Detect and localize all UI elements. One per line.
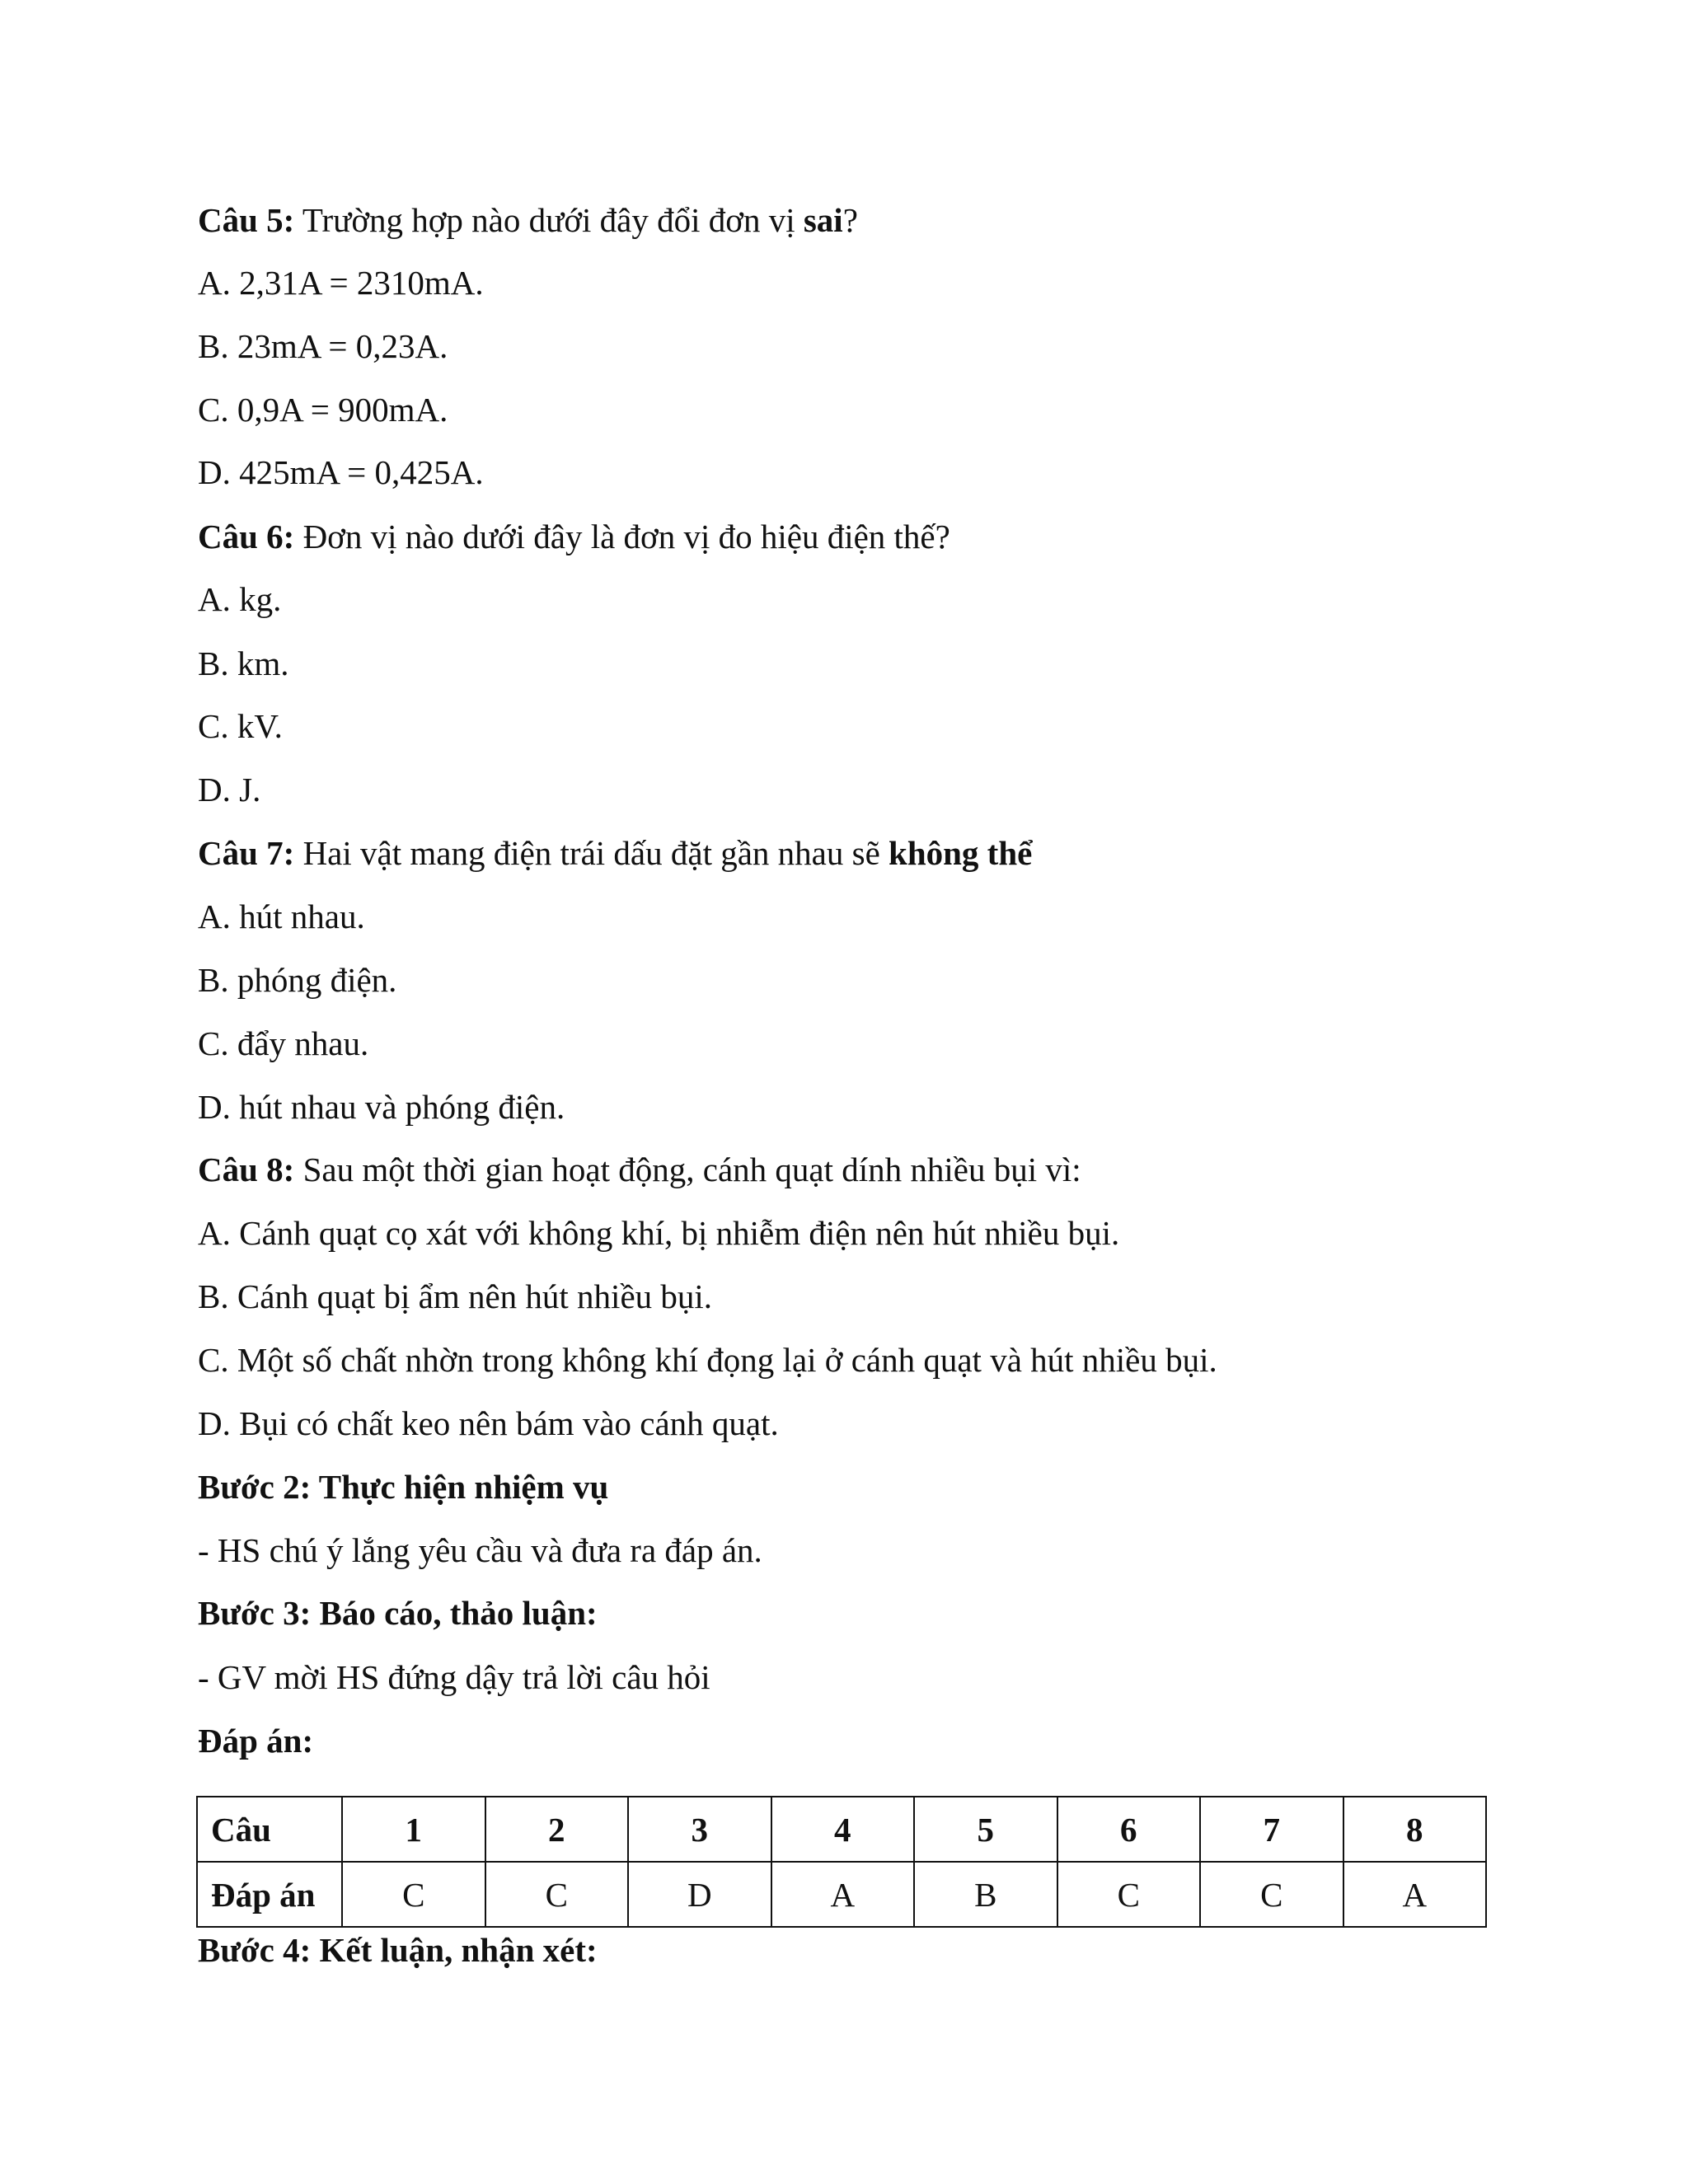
question-8-stem <box>198 1149 1081 1190</box>
table-cell-number: 2 <box>485 1797 629 1862</box>
question-emphasis: không thể <box>889 834 1033 872</box>
table-cell-answer: D <box>628 1862 771 1927</box>
table-cell-answer: B <box>914 1862 1057 1927</box>
table-cell-number: 5 <box>914 1797 1057 1862</box>
question-5-stem <box>198 199 858 241</box>
question-text: Sau một thời gian hoạt động, cánh quạt dính nhiều bụi vì: <box>294 1151 1081 1188</box>
table-cell-number: 4 <box>771 1797 915 1862</box>
question-6-option-c: C. kV. <box>198 707 283 745</box>
question-6-option-d: D. J. <box>198 771 261 808</box>
table-cell-answer: C <box>1057 1862 1201 1927</box>
table-cell-number: 7 <box>1200 1797 1343 1862</box>
step-2-heading: Bước 2: Thực hiện nhiệm vụ <box>198 1468 609 1506</box>
question-5-option-b: B. 23mA = 0,23A. <box>198 327 448 365</box>
question-label: Câu 7: <box>198 834 295 872</box>
table-cell-number: 8 <box>1343 1797 1487 1862</box>
question-6-option-b: B. km. <box>198 644 289 682</box>
question-7-option-d: D. hút nhau và phóng điện. <box>198 1088 565 1126</box>
question-7-option-a: A. hút nhau. <box>198 898 365 935</box>
question-5-option-d: D. 425mA = 0,425A. <box>198 453 484 491</box>
answer-table <box>196 1796 1487 1928</box>
question-8-option-c: C. Một số chất nhờn trong không khí đọng lại ở cánh quạt và hút nhiều bụi. <box>198 1341 1217 1379</box>
table-cell-answer: A <box>1343 1862 1487 1927</box>
question-7-option-b: B. phóng điện. <box>198 961 397 999</box>
step-2-text: - HS chú ý lắng yêu cầu và đưa ra đáp án. <box>198 1531 762 1569</box>
table-cell-number: 1 <box>342 1797 485 1862</box>
answer-key-heading: Đáp án: <box>198 1722 314 1760</box>
table-cell-answer: A <box>771 1862 915 1927</box>
question-7-option-c: C. đẩy nhau. <box>198 1024 369 1062</box>
table-cell-answer: C <box>342 1862 485 1927</box>
step-3-text: - GV mời HS đứng dậy trả lời câu hỏi <box>198 1658 710 1696</box>
question-5-option-a: A. 2,31A = 2310mA. <box>198 264 484 302</box>
question-text: Đơn vị nào dưới đây là đơn vị đo hiệu điện thế? <box>294 518 950 555</box>
question-8-option-a: A. Cánh quạt cọ xát với không khí, bị nhiễm điện nên hút nhiều bụi. <box>198 1214 1120 1252</box>
question-5-option-c: C. 0,9A = 900mA. <box>198 391 448 429</box>
question-emphasis: sai <box>803 201 843 239</box>
question-6-option-a: A. kg. <box>198 580 282 618</box>
question-label: Câu 8: <box>198 1151 295 1188</box>
question-7-stem <box>198 832 1032 874</box>
question-text-end: ? <box>842 201 858 239</box>
question-label: Câu 6: <box>198 518 295 555</box>
step-4-heading: Bước 4: Kết luận, nhận xét: <box>198 1931 598 1969</box>
question-8-option-d: D. Bụi có chất keo nên bám vào cánh quạt. <box>198 1404 779 1442</box>
table-header-dap-an: Đáp án <box>197 1862 342 1927</box>
table-row-question-numbers <box>197 1797 1486 1862</box>
question-6-stem <box>198 516 950 557</box>
table-header-cau: Câu <box>197 1797 342 1862</box>
question-label: Câu 5: <box>198 201 295 239</box>
table-cell-number: 3 <box>628 1797 771 1862</box>
table-cell-answer: C <box>485 1862 629 1927</box>
step-3-heading: Bước 3: Báo cáo, thảo luận: <box>198 1594 598 1632</box>
question-text: Trường hợp nào dưới đây đổi đơn vị <box>294 201 804 239</box>
question-8-option-b: B. Cánh quạt bị ẩm nên hút nhiều bụi. <box>198 1277 713 1315</box>
table-cell-answer: C <box>1200 1862 1343 1927</box>
question-text: Hai vật mang điện trái dấu đặt gần nhau sẽ <box>294 834 889 872</box>
table-row-answers <box>197 1862 1486 1927</box>
table-cell-number: 6 <box>1057 1797 1201 1862</box>
